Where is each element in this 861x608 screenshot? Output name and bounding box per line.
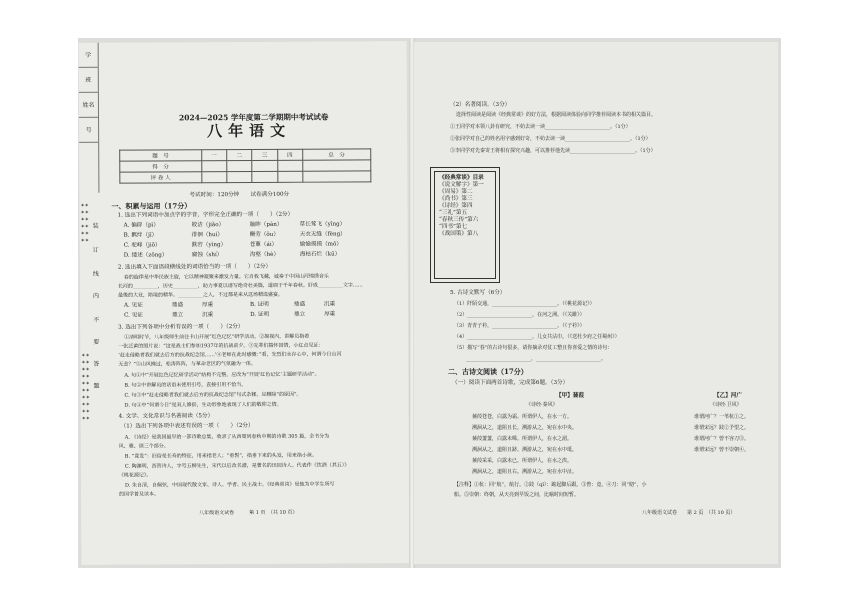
question-heading: （2）名著阅读。（3分） bbox=[450, 102, 511, 108]
option: 《桃花源记》。 bbox=[118, 472, 152, 479]
q2-passage-line: 春的旋律是中华民族主旋，它以精神凝聚来激发力量。它自我飞越，诚奏于中国山河锦绣音乐 bbox=[123, 273, 329, 281]
fill-blank: （4）__________________________，儿女共沾巾。（《送杜少府之任蜀州》） bbox=[454, 334, 620, 340]
option: B. 证明 bbox=[249, 301, 269, 308]
score-cell: 一 bbox=[201, 150, 226, 161]
time-info: 考试时间：120分钟 试卷满分100分 bbox=[189, 191, 290, 199]
option: D. 朱自清，自佩弦，中国现代散文家、诗人、学者、民主战士。《经典常谈》是他为中学生所写 bbox=[124, 481, 335, 489]
catalog-item: “春秋三传”第六 bbox=[439, 217, 479, 223]
option: B. “竟发”：旧俗是长寿的特征，用来指老人；“垂髫”，指垂下来的头发，用来指小孩。 bbox=[124, 452, 317, 460]
catalog-title: 《经典常谈》目录 bbox=[439, 175, 484, 181]
score-cell: 四 bbox=[277, 149, 302, 160]
question-item: ③李同学对先秦寄王将相有探究兴趣，可以推荐他先读__________________________。（1分） bbox=[450, 148, 656, 154]
seal-char: 题 bbox=[93, 382, 100, 390]
section-heading: 二、古诗文阅读（17分） bbox=[448, 367, 528, 376]
option: A. 句①中“开展红色记忆研学活动”结构不完整，应改为“开展‘红色记忆’主题研学活动”。 bbox=[124, 371, 320, 379]
option: 徘徊（huí） bbox=[191, 232, 224, 239]
option: 皎洁（jiǎo） bbox=[191, 222, 225, 229]
poem-line: 溯洄从之，道阻且右。溯游从之，宛在水中沚。 bbox=[472, 469, 578, 475]
scanned-exam-paper bbox=[78, 38, 781, 568]
option: 愉愉摸摸（mō） bbox=[299, 241, 342, 248]
poem-line: 溯洄从之，道阻且长。溯游从之，宛在水中央。 bbox=[472, 425, 578, 431]
page-footer: 八年级语文试卷 第 2 页 （共 10 页） bbox=[642, 510, 736, 516]
poem-line: 蒹葭萋萋，白露未晞。所谓伊人，在水之湄。 bbox=[472, 436, 573, 442]
score-cell: 二 bbox=[227, 149, 252, 160]
score-table bbox=[119, 148, 371, 183]
poem-line: 谁谓宋远？曾不崇朝④。 bbox=[694, 447, 750, 453]
option: A. 偏辟（pì） bbox=[123, 222, 159, 229]
score-cell: 题 号 bbox=[120, 150, 202, 161]
question-2: 2. 选出填入下面语段横线处的词语恰当的一项（ ）（2分） bbox=[117, 263, 272, 271]
option: 苍蕈（ái） bbox=[249, 241, 278, 248]
seal-line-column bbox=[80, 203, 108, 493]
info-cell: 姓名 bbox=[79, 93, 98, 118]
option: 酬劳（ǒu） bbox=[249, 231, 280, 238]
option: 鼎立 bbox=[294, 311, 306, 318]
subject-title: 八年语文 bbox=[207, 121, 292, 141]
option: 海枯石烂（kū） bbox=[299, 251, 341, 258]
seal-char: 答 bbox=[93, 360, 100, 368]
poem-line: 蒹葭采采，白露未已。所谓伊人，在水之涘。 bbox=[472, 458, 573, 464]
option: 沟壑（hè） bbox=[249, 251, 280, 258]
option: C. 见证 bbox=[124, 312, 143, 319]
q2-passage-line: 长河的__________，历史__________，助力事夏以谱写绝奇壮美篇，道调于千年春秋。好成__________文字…… bbox=[117, 282, 363, 290]
poem-b-source: 《诗经·卫风》 bbox=[710, 402, 742, 408]
question-intro: 选择性阅读是阅读《经典常谈》的好方法，根据阅读体验向同学推荐阅读本书的相关篇目。 bbox=[456, 112, 657, 118]
sub-section: （一）阅读下面两首诗歌，完成第6题。（3分） bbox=[452, 380, 569, 386]
catalog-item: 《周易》第二 bbox=[439, 189, 473, 195]
section-heading: 一、积累与运用（17分） bbox=[111, 201, 192, 211]
seal-char: 线 bbox=[92, 270, 99, 278]
seal-stars: ✶✶✶✶✶✶✶✶✶✶✶✶✶✶✶✶✶✶✶✶ bbox=[81, 352, 91, 422]
fill-blank: （5）描写“春”的古诗句很多，请你摘录对仗工整且你喜爱之情的诗句： bbox=[454, 345, 613, 351]
option: C. 陶渊明，西晋诗人，字号五柳先生，宋代以后改名潜，是著名的田园诗人。代表作《饮酒（其五）》 bbox=[124, 462, 350, 470]
score-cell: 评 卷 人 bbox=[120, 172, 202, 183]
fill-blank: （3）青青子衿，__________________________。（《子衿》） bbox=[454, 323, 585, 329]
option: 腐蚀（shí） bbox=[191, 252, 223, 259]
option: C. 驼峰（jiǒ） bbox=[123, 242, 161, 249]
option: 草长莺飞（yīng） bbox=[299, 221, 346, 228]
fill-blank: （1）阡陌交通，__________________________。（《桃花源记》） bbox=[454, 301, 595, 307]
option: 的国学普及读本。 bbox=[118, 491, 160, 498]
question-4-1: （1）选出下列各项中表述有误的一项（ ）（2分） bbox=[120, 422, 254, 430]
catalog-item: “三礼”第五 bbox=[439, 210, 468, 216]
option: 鼎盛 bbox=[171, 302, 184, 309]
seal-stars: ✶✶✶✶✶✶✶✶✶✶✶✶ bbox=[80, 202, 90, 244]
exam-page-1 bbox=[79, 41, 410, 565]
question-item: ②张同学对自己的姓名用字感到好奇，不妨去读一读__________________________。（1分） bbox=[450, 136, 651, 142]
poem-line: 溯洄从之，道阻且跻。溯游从之，宛在水中坻。 bbox=[472, 447, 578, 453]
q2-passage-line: 最後的大业，陪境的精华。__________之人，不过都是来从这场精选盛宴。 bbox=[117, 291, 283, 299]
question-4: 4. 文学、文化常识与名著阅读（5分） bbox=[118, 413, 214, 420]
q3-passage-line: 无恙？”⑤山风拂过，松涛阵阵，与革命老区的气氛融为一体。 bbox=[118, 360, 256, 368]
option: D. 证明 bbox=[250, 311, 270, 318]
option: D. 句④中“何谓今日”是双人修辞，生动形象地表现了人们的敬仰之情。 bbox=[124, 401, 282, 409]
score-cell: 得 分 bbox=[120, 161, 202, 172]
seal-char: 内 bbox=[92, 292, 99, 300]
q3-passage-line: ①清明时节，八年级师生前往卡山开展“红色记忆”研学活动。②凝视内，讲解员指着 bbox=[124, 333, 310, 341]
score-cell: 三 bbox=[252, 149, 277, 160]
fill-blank: （2）__________________________，在河之洲。（《关雎》） bbox=[454, 312, 585, 318]
poem-a-title: 【甲】蒹葭 bbox=[556, 393, 584, 399]
catalog-item: “四书”第七 bbox=[439, 224, 468, 230]
info-cell: 学 bbox=[79, 43, 98, 68]
poem-b-title: 【乙】河广 bbox=[714, 393, 742, 399]
annotation: 【注释】①杭：同“航”，航行。②跂（qǐ）：踮起脚后跟。③曾：竟。④刀：同“舠”，小 bbox=[454, 482, 647, 488]
question-item: ①王同学对本领八卦有研究，不妨去读一读__________________________。（1分） bbox=[450, 124, 631, 130]
poem-a-source: 《诗经·秦风》 bbox=[526, 402, 558, 408]
book-catalog-box bbox=[430, 167, 500, 283]
option: 厚重 bbox=[201, 302, 214, 309]
option: 沉重 bbox=[202, 312, 214, 319]
poem-line: 蒹葭苍苍，白露为霜。所谓伊人，在水一方。 bbox=[472, 414, 573, 420]
option: 脑眸（pàn） bbox=[249, 221, 283, 228]
catalog-item: 《尚书》第三 bbox=[439, 196, 473, 202]
question-3: 3. 选出下列各项中分析有误的一项（ ）（2分） bbox=[118, 324, 244, 331]
q3-passage-line: 一张泛黄的照片说：“这是战士们参加1937年的抗战前夕。③先辈们揣怀国情，小红点见证： bbox=[118, 342, 324, 350]
seal-char: 订 bbox=[92, 246, 99, 254]
seal-char: 装 bbox=[92, 222, 99, 230]
catalog-item: 《战国策》第八 bbox=[439, 231, 479, 237]
option: 鼎立 bbox=[172, 312, 184, 319]
q3-passage-line: ‘赶走侵略者我们就去后方的抗战纪念馆……’④老师在此时感慨：”看，先烈们永存心中，何谓今日山河 bbox=[118, 351, 342, 359]
poem-line: 谁谓宋远？跂②予望之。 bbox=[694, 425, 750, 431]
catalog-item: 《说文解字》第一 bbox=[439, 182, 484, 188]
score-cell: 总 分 bbox=[303, 149, 371, 160]
option: 风、雅、颂三个部分。 bbox=[118, 443, 169, 450]
annotation: 船。⑤崇朝：终朝，从天亮到早饭之间，比喻时间短暂。 bbox=[454, 492, 580, 498]
option: C. 句③中“赶走侵略者我们就去后方的抗战纪念馆”句式杂糅，应删除“的原因”。 bbox=[124, 391, 302, 399]
option: 厚重 bbox=[324, 311, 336, 318]
student-info-table bbox=[79, 43, 100, 193]
option: 跌宕（yìng） bbox=[191, 242, 227, 249]
question-5: 5. 古诗文默写（6分） bbox=[450, 290, 506, 296]
catalog-item: 《诗经》第四 bbox=[439, 203, 473, 209]
exam-header: 2024—2025 学年度第二学期期中考试试卷 bbox=[179, 112, 329, 123]
seal-char: 要 bbox=[93, 338, 100, 346]
question-1: 1. 选出下列词语中加点字的字音，字形完全正确的一项（ ）（2分） bbox=[117, 211, 294, 219]
option: 鼎盛 bbox=[293, 301, 306, 308]
option: B. 句②中讲解员的话语未使用引号，直接引用不恰当。 bbox=[124, 381, 247, 389]
option: A. 见证 bbox=[123, 302, 143, 309]
poem-line: 谁谓河广？曾不容刀③。 bbox=[694, 436, 750, 442]
info-cell: 班 bbox=[79, 68, 98, 93]
option: D. 缕述（zǒng） bbox=[123, 252, 168, 259]
option: 沉重 bbox=[323, 301, 336, 308]
poem-line: 谁谓河广？一苇杭①之。 bbox=[694, 414, 750, 420]
seal-char: 不 bbox=[93, 316, 100, 324]
fill-blank: __________________________，__________________________。 bbox=[466, 356, 607, 362]
info-cell: 号 bbox=[79, 118, 98, 143]
exam-page-2 bbox=[414, 42, 778, 564]
option: A. 《诗经》是我国最早的一部诗歌总集，收录了从西周到春秋中期的诗歌 305 篇，全书分为 bbox=[124, 433, 330, 441]
page-footer: 八年级语文试卷 第 1 页 （共 10 页） bbox=[199, 509, 298, 517]
option: B. 羁绊（jī） bbox=[123, 232, 158, 239]
option: 天衣无缝（fèng） bbox=[299, 231, 346, 238]
